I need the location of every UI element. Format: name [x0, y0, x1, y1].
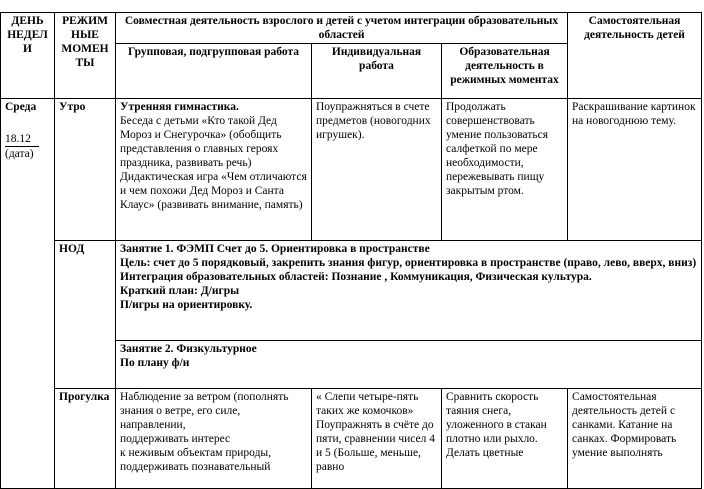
nod-lesson-2: [116, 341, 702, 389]
subheader-group-work: Групповая, подгрупповая работа: [116, 44, 312, 99]
mode-walk: Прогулка: [55, 389, 116, 489]
morning-exercise-title: Утренняя гимнастика.: [120, 101, 239, 113]
morning-group-text: Беседа с детьми «Кто такой Дед Мороз и Снегурочка» (обобщить представления о главных героях праздника, развивать речь) Дидактическая игра «Чем отличаются и чем похожи Дед Мороз и Санта Клаус» (развивать внимание, память): [120, 115, 307, 211]
lesson-1-plan: Краткий план: Д/игры: [120, 285, 240, 297]
lesson-2-plan: По плану ф/и: [120, 357, 190, 369]
lesson-1-integration: Интеграция образовательных областей: Познание , Коммуникация, Физическая культура.: [120, 271, 592, 283]
morning-educational-activity: Продолжать совершенствовать умение пользоваться салфеткой по мере необходимости, пережевывать пищу закрытым ртом.: [442, 99, 568, 241]
morning-individual-work: Поупражняться в счете предметов (новогодних игрушек).: [312, 99, 442, 241]
mode-morning: Утро: [55, 99, 116, 241]
day-cell: [1, 99, 55, 489]
subheader-educational-activity: Образовательная деятельность в режимных моментах: [442, 44, 568, 99]
walk-independent-activity: Самостоятельная деятельность детей с санками. Катание на санках. Формировать умение выполнять: [568, 389, 702, 489]
header-independent-activity: Самостоятельная деятельность детей: [568, 13, 702, 99]
plan-table: [0, 12, 702, 489]
lesson-1-games: П/игры на ориентировку.: [120, 299, 253, 311]
header-day: ДЕНЬ НЕДЕЛИ: [1, 13, 55, 99]
mode-nod: НОД: [55, 241, 116, 389]
header-mode: РЕЖИМНЫЕ МОМЕНТЫ: [55, 13, 116, 99]
walk-group-work: Наблюдение за ветром (пополнять знания о ветре, его силе, направлении, поддерживать интерес к неживым объектам природы, поддерживать познавательный: [116, 389, 312, 489]
header-joint-activity: Совместная деятельность взрослого и детей с учетом интеграции образовательных областей: [116, 13, 568, 44]
date-hint: (дата): [5, 148, 34, 160]
lesson-1-title: Занятие 1. ФЭМП Счет до 5. Ориентировка в пространстве: [120, 243, 430, 255]
morning-independent-activity: Раскрашивание картинок на новогоднюю тему.: [568, 99, 702, 241]
lesson-1-goal: Цель: счет до 5 порядковый, закрепить знания фигур, ориентировка в пространстве (право, лево, вверх, вниз): [120, 257, 697, 269]
day-name: Среда: [5, 101, 37, 113]
day-date: 18.12: [5, 132, 39, 147]
walk-educational-activity: Сравнить скорость таяния снега, уложенного в стакан плотно или рыхло. Делать цветные: [442, 389, 568, 489]
lesson-2-title: Занятие 2. Физкультурное: [120, 343, 257, 355]
subheader-individual-work: Индивидуальная работа: [312, 44, 442, 99]
walk-individual-work: « Слепи четыре-пять таких же комочков» Поупражнять в счёте до пяти, сравнении чисел 4 и 5 (Больше, меньше, равно: [312, 389, 442, 489]
morning-group-work: [116, 99, 312, 241]
nod-lesson-1: [116, 241, 702, 341]
